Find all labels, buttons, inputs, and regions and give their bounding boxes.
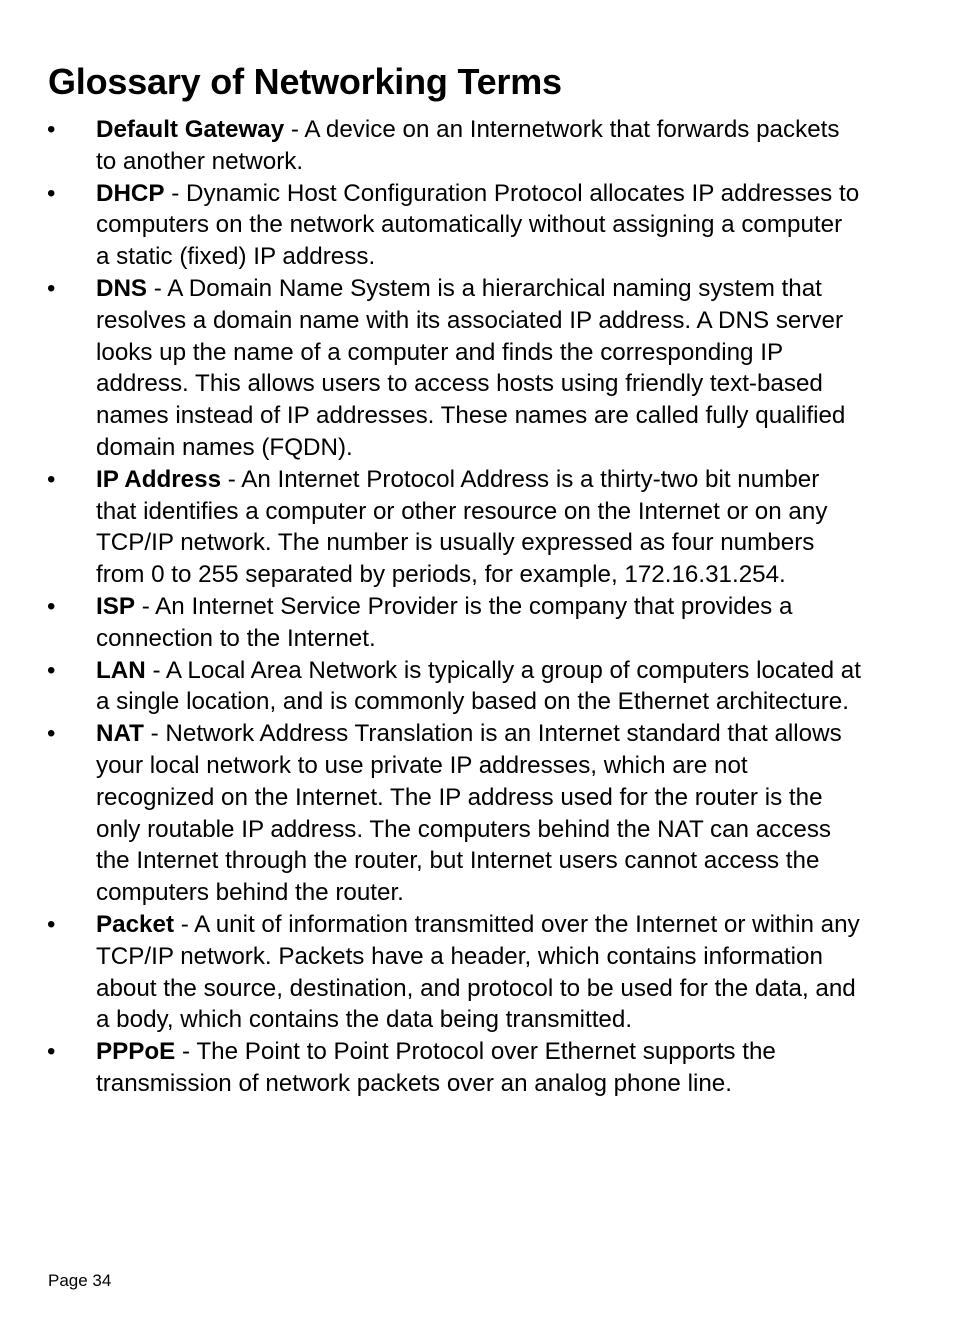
term-separator: - [174,910,195,938]
glossary-term: DNS [96,274,148,302]
glossary-definition: A device on an Internetwork that forwards packets to another network. [96,116,840,175]
bullet: • [47,274,56,302]
bullet: • [47,1038,56,1066]
glossary-term: Packet [96,910,174,938]
page-title: Glossary of Networking Terms [48,61,562,102]
glossary-definition: A Domain Name System is a hierarchical naming system that resolves a domain name with its associated IP address. A DNS server looks up the name of a computer and finds the corresponding IP address. This allows users to access hosts using friendly text-based names instead of IP addresses. These names are called fully qualified domain names (FQDN). [96,274,846,461]
glossary-definition: The Point to Point Protocol over Ethernet supports the transmission of network packets over an analog phone line. [96,1038,776,1097]
bullet: • [47,910,56,938]
glossary-definition: An Internet Protocol Address is a thirty-two bit number that identifies a computer or other resource on the Internet or on any TCP/IP network. The number is usually expressed as four numbers from 0 to 255 separated by periods, for example, 172.16.31.254. [96,465,828,589]
bullet: • [47,720,56,748]
glossary-item-ip-address [0,464,954,591]
glossary-term: NAT [96,720,144,748]
glossary-item-pppoe [0,1036,954,1100]
term-separator: - [147,274,168,302]
glossary-definition: Dynamic Host Configuration Protocol allocates IP addresses to computers on the network automatically without assigning a computer a static (fixed) IP address. [96,179,860,271]
glossary-definition: An Internet Service Provider is the company that provides a connection to the Internet. [96,592,793,652]
bullet: • [47,179,56,207]
term-separator: - [175,1038,197,1066]
term-separator: - [135,592,156,620]
glossary-item-dhcp [0,178,954,273]
glossary-definition: Network Address Translation is an Internet standard that allows your local network to use private IP addresses, which are not recognized on the Internet. The IP address used for the router is the only routable IP address. The computers behind the NAT can access the Internet through the router, but Internet users cannot access the computers behind the router. [96,720,842,907]
glossary-term: LAN [96,656,146,684]
term-separator: - [145,656,166,684]
glossary-item-isp [0,591,954,655]
page-number: Page 34 [48,1271,112,1290]
glossary-term: IP Address [96,465,222,493]
bullet: • [47,592,56,620]
glossary-item-default-gateway [0,114,954,178]
glossary-term: Default Gateway [96,116,285,143]
glossary-list [0,114,954,1100]
term-separator: - [284,116,305,143]
glossary-item-dns [0,273,954,464]
glossary-term: PPPoE [96,1038,176,1066]
term-separator: - [164,179,187,207]
glossary-item-lan [0,655,954,719]
glossary-term: DHCP [96,179,165,207]
bullet: • [47,116,56,143]
bullet: • [47,656,56,684]
term-separator: - [221,465,242,493]
term-separator: - [143,720,166,748]
bullet: • [47,465,56,493]
glossary-definition: A unit of information transmitted over the Internet or within any TCP/IP network. Packets have a header, which contains information about the source, destination, and protocol to be used for the data, and a body, which contains the data being transmitted. [96,910,860,1034]
glossary-item-nat [0,718,954,909]
glossary-definition: A Local Area Network is typically a group of computers located at a single location, and is commonly based on the Ethernet architecture. [96,656,861,716]
glossary-term: ISP [96,592,135,620]
glossary-item-packet [0,909,954,1036]
